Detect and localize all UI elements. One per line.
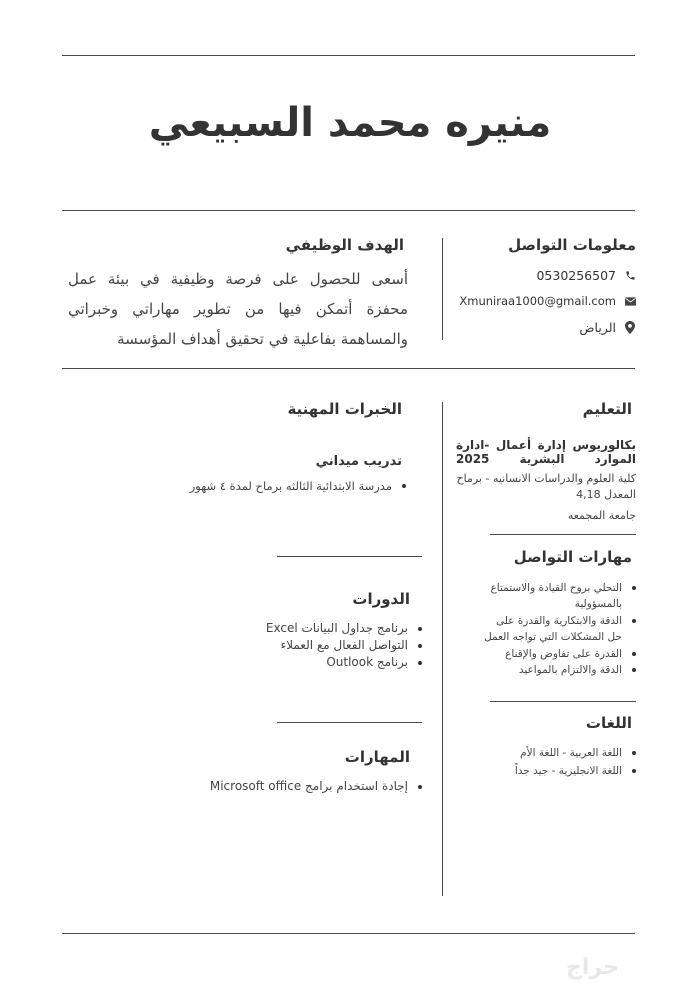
gpa: المعدل 4,18 <box>576 488 636 501</box>
skills-divider <box>490 701 636 702</box>
experience-divider <box>277 556 422 557</box>
watermark-logo: حراج <box>566 955 619 980</box>
communication-skills-heading: مهارات التواصل <box>513 548 632 566</box>
skills-heading: المهارات <box>344 748 410 766</box>
experience-heading: الخبرات المهنية <box>287 400 402 418</box>
list-item: مدرسة الابتدائية الثالثه برماح لمدة ٤ شهور <box>190 478 406 494</box>
list-item: بالمسؤولية <box>574 598 622 611</box>
top-divider <box>62 55 635 56</box>
main-column-divider <box>442 402 443 896</box>
college-name: كلية العلوم والدراسات الانسانيه - برماح <box>456 472 636 485</box>
top-column-divider <box>442 238 443 340</box>
list-item: الدقة والابتكارية والقدرة على <box>484 613 636 629</box>
list-item: برنامج Outlook <box>266 654 422 671</box>
name-divider <box>62 210 635 211</box>
bottom-divider <box>62 933 635 934</box>
university-name: جامعة المجمعه <box>567 509 636 522</box>
phone-row <box>536 268 636 283</box>
education-heading: التعليم <box>582 400 632 418</box>
courses-divider <box>277 722 422 723</box>
phone-number: 0530256507 <box>536 268 616 283</box>
list-item: اللغة الانجليزية - جيد جداً <box>515 762 636 780</box>
objective-text: أسعى للحصول على فرصة وظيفية في بيئة عمل محفزة أتمكن فيها من تطوير مهاراتي وخبراتي والمساهمة بفاعلية في تحقيق أهداف المؤسسة <box>68 270 408 348</box>
person-name: منيره محمد السبيعي <box>148 100 552 146</box>
skills-list <box>210 778 422 795</box>
objective-heading: الهدف الوظيفي <box>285 236 404 254</box>
list-item: اللغة العربية - اللغة الأم <box>515 744 636 762</box>
list-item: التحلي بروح القيادة والاستمتاع <box>484 580 636 596</box>
list-item: القدرة على تفاوض والإقناع <box>484 646 636 662</box>
location-text: الرياض <box>579 320 616 335</box>
languages-heading: اللغات <box>585 714 632 732</box>
email-icon <box>624 295 636 307</box>
section-divider <box>62 368 635 369</box>
list-item: التواصل الفعال مع العملاء <box>266 637 422 654</box>
email-address: Xmuniraa1000@gmail.com <box>459 294 616 308</box>
contact-heading: معلومات التواصل <box>508 236 636 254</box>
degree-line-2: الموارد البشرية 2025 <box>456 452 636 466</box>
phone-icon <box>624 270 636 282</box>
languages-list <box>515 744 636 780</box>
communication-skills-list <box>484 580 636 678</box>
email-row <box>459 294 636 308</box>
experience-list <box>190 478 406 494</box>
list-item: إجادة استخدام برامج Microsoft office <box>210 778 422 795</box>
degree-line-1: بكالوريوس إدارة أعمال -ادارة <box>456 438 636 452</box>
experience-role: تدريب ميداني <box>315 454 402 469</box>
courses-list <box>266 620 422 671</box>
education-divider <box>490 534 636 535</box>
list-item: الدقة والالتزام بالمواعيد <box>484 662 636 678</box>
location-row <box>579 320 636 335</box>
location-pin-icon <box>624 322 636 334</box>
courses-heading: الدورات <box>352 590 410 608</box>
list-item: حل المشكلات التي تواجه العمل <box>484 631 622 644</box>
degree-title <box>456 438 636 466</box>
list-item: برنامج جداول البيانات Excel <box>266 620 422 637</box>
